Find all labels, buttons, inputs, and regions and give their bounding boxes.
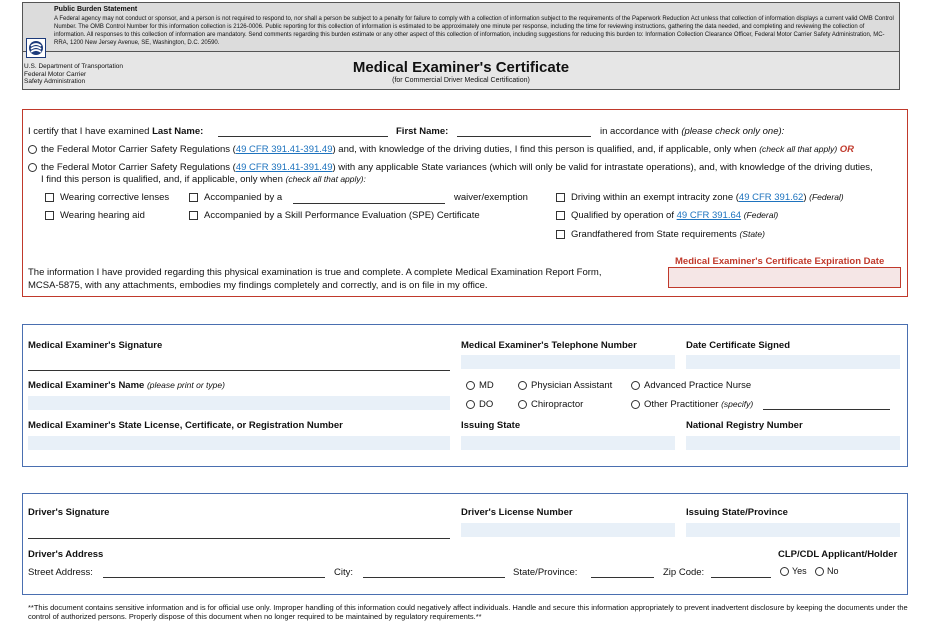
examiner-phone-label: Medical Examiner's Telephone Number [461,340,637,351]
issuing-province-field[interactable] [686,523,900,537]
corrective-lenses-label: Wearing corrective lenses [60,192,170,203]
agency-name: U.S. Department of Transportation Federal Motor Carrier Safety Administration [24,63,123,85]
other-practitioner-label: Other Practitioner (specify) [644,399,754,410]
waiver-field[interactable] [293,203,445,204]
spe-label: Accompanied by a Skill Performance Evaluation (SPE) Certificate [204,210,480,221]
intracity-checkbox[interactable] [556,193,565,202]
clp-no-radio[interactable] [815,567,824,576]
driver-license-field[interactable] [461,523,675,537]
license-number-label: Medical Examiner's State License, Certificate, or Registration Number [28,420,343,431]
examiner-name-field[interactable] [28,396,450,410]
statement-line-1: The information I have provided regarding this physical examination is true and complete. A complete Medical Examination Report Form, [28,267,602,278]
date-signed-field[interactable] [686,355,900,369]
other-practitioner-field[interactable] [763,409,890,410]
accompanied-waiver-checkbox[interactable] [189,193,198,202]
pa-label: Physician Assistant [531,380,613,391]
page-title: Medical Examiner's Certificate [352,59,570,76]
corrective-lenses-checkbox[interactable] [45,193,54,202]
examiner-signature-field[interactable] [28,370,450,371]
qualified-operation-label: Qualified by operation of 49 CFR 391.64 (Federal) [571,210,779,221]
driver-signature-label: Driver's Signature [28,507,110,518]
grandfathered-label: Grandfathered from State requirements (State) [571,229,765,240]
registry-number-label: National Registry Number [686,420,803,431]
accompanied-label: Accompanied by a [204,192,283,203]
burden-title: Public Burden Statement [54,6,138,13]
option-state-label: the Federal Motor Carrier Safety Regulations (49 CFR 391.41-391.49) with any applicable State variances (which will only be valid for intrastate operations), and, with knowledge of the driving duties, [41,162,873,173]
clp-no-label: No [827,566,839,576]
street-address-field[interactable] [103,577,325,578]
street-address-label: Street Address: [28,567,93,578]
examiner-name-label: Medical Examiner's Name (please print or type) [28,380,225,391]
chiropractor-radio[interactable] [518,400,527,409]
clp-cdl-label: CLP/CDL Applicant/Holder [778,549,898,560]
pa-radio[interactable] [518,381,527,390]
qualified-operation-checkbox[interactable] [556,211,565,220]
cfr-link[interactable]: 49 CFR 391.41-391.49 [235,162,333,173]
state-province-label: State/Province: [513,567,578,578]
other-practitioner-radio[interactable] [631,400,640,409]
city-field[interactable] [363,577,505,578]
first-name-field[interactable] [457,136,591,137]
option-federal-label: the Federal Motor Carrier Safety Regulations (49 CFR 391.41-391.49) and, with knowledge of the driving duties, I find this person is qualified, and, if applicable, only when (check all that apply) OR [41,144,855,155]
registry-number-field[interactable] [686,436,900,450]
statement-line-2: MCSA-5875, with any attachments, embodies my findings completely and correctly, and is on file in my office. [28,280,488,291]
first-name-label: First Name: [396,126,449,137]
issuing-province-label: Issuing State/Province [686,507,788,518]
apn-radio[interactable] [631,381,640,390]
grandfathered-checkbox[interactable] [556,230,565,239]
date-signed-label: Date Certificate Signed [686,340,790,351]
apn-label: Advanced Practice Nurse [644,380,752,391]
do-radio[interactable] [466,400,475,409]
md-label: MD [479,380,494,391]
dot-logo-icon [26,38,46,58]
option-state-label-line2: I find this person is qualified, and, if applicable, only when (check all that apply): [41,174,366,185]
clp-yes-label: Yes [792,566,807,576]
spe-checkbox[interactable] [189,211,198,220]
official-use-notice: **This document contains sensitive information and is for official use only. Improper handling of this information could negatively affect individuals. Handle and secure this information appropriately to prevent inadvertent disclosure by keeping the documents under the control of authorized persons. Properly dispose of this document when no longer required to be maintained by regulatory requirements.** [28,603,908,621]
hearing-aid-label: Wearing hearing aid [60,210,145,221]
examiner-phone-field[interactable] [461,355,675,369]
clp-yes-radio[interactable] [780,567,789,576]
accordance-text: in accordance with (please check only one): [600,126,785,137]
intracity-label: Driving within an exempt intracity zone (49 CFR 391.62) (Federal) [571,192,844,203]
zip-code-field[interactable] [711,577,771,578]
zip-code-label: Zip Code: [663,567,705,578]
cfr-link[interactable]: 49 CFR 391.41-391.49 [235,144,333,155]
expiration-date-field[interactable] [668,267,901,288]
waiver-label: waiver/exemption [454,192,528,203]
cfr-link[interactable]: 49 CFR 391.62 [738,192,804,203]
issuing-state-label: Issuing State [461,420,521,431]
certification-section [22,109,908,297]
cfr-link[interactable]: 49 CFR 391.64 [676,210,742,221]
examiner-section [22,324,908,467]
city-label: City: [334,567,353,578]
expiration-date-label: Medical Examiner's Certificate Expiration Date [675,256,885,267]
examiner-signature-label: Medical Examiner's Signature [28,340,163,351]
certify-text: I certify that I have examined Last Name: [28,126,204,137]
chiropractor-label: Chiropractor [531,399,584,410]
last-name-field[interactable] [218,136,388,137]
do-label: DO [479,399,494,410]
option-federal-radio[interactable] [28,145,37,154]
page-subtitle: (for Commercial Driver Medical Certification) [392,77,530,84]
license-number-field[interactable] [28,436,450,450]
driver-address-label: Driver's Address [28,549,104,560]
driver-license-label: Driver's License Number [461,507,573,518]
issuing-state-field[interactable] [461,436,675,450]
md-radio[interactable] [466,381,475,390]
burden-text: A Federal agency may not conduct or sponsor, and a person is not required to respond to, nor shall a person be subject to a penalty for failure to comply with a collection of information subject to the requirements of the Paperwork Reduction Act unless that collection of information displays a current valid OMB Control Number. The OMB Control Number for this information collection is 2126-0006. Public reporting for this collection of information is estimated to be approximately one minute per response, including the time for reviewing instructions, gathering the data needed, and completing and reviewing the collection of information. All responses to this collection of information are mandatory. Send comments regarding this burden estimate or any other aspect of this collection of information, including suggestions for reducing this burden to: Information Collection Clearance Officer, Federal Motor Carrier Safety Administration, MC-RRA, 1200 New Jersey Avenue, SE, Washington, D.C. 20590. [54,16,894,46]
state-province-field[interactable] [591,577,654,578]
driver-signature-field[interactable] [28,538,450,539]
option-state-radio[interactable] [28,163,37,172]
driver-section [22,493,908,595]
public-burden-statement [22,2,900,52]
hearing-aid-checkbox[interactable] [45,211,54,220]
